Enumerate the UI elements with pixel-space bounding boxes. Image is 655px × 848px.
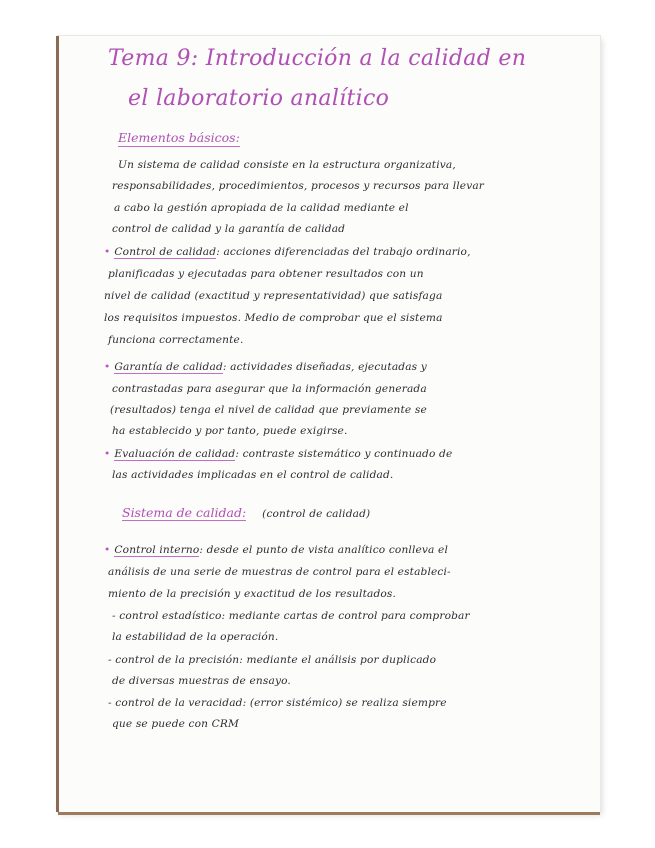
intro-line: Un sistema de calidad consiste en la estructura organizativa,: [118, 159, 456, 171]
page-title-line-2: el laboratorio analítico: [128, 86, 390, 111]
subitem-line: - control de la precisión: mediante el análisis por duplicado: [108, 654, 437, 666]
definition-line: las actividades implicadas en el control de calidad.: [112, 469, 394, 481]
bullet-item-control-calidad: [104, 247, 471, 258]
section-heading-elementos: Elementos básicos:: [118, 130, 240, 145]
bullet-icon: •: [104, 544, 111, 556]
section-heading-sistema-label: Sistema de calidad:: [122, 505, 247, 520]
definition-line: análisis de una serie de muestras de control para el estableci-: [108, 566, 451, 578]
section-heading-sistema: [122, 507, 370, 520]
page-title-line-1: Tema 9: Introducción a la calidad en: [108, 46, 527, 71]
definition-line: funciona correctamente.: [108, 334, 244, 346]
subitem-line: que se puede con CRM: [112, 718, 240, 730]
bullet-item-garantia-calidad: [104, 362, 427, 373]
bullet-icon: •: [104, 448, 111, 460]
intro-line: control de calidad y la garantía de calidad: [112, 223, 346, 235]
bullet-item-control-interno: [104, 545, 448, 556]
term-control-calidad: Control de calidad: [114, 246, 217, 258]
term-control-interno: Control interno: [114, 544, 200, 556]
definition-line: (resultados) tenga el nivel de calidad que previamente se: [110, 404, 427, 416]
subitem-line: la estabilidad de la operación.: [112, 631, 279, 643]
intro-line: a cabo la gestión apropiada de la calidad mediante el: [114, 202, 409, 214]
subitem-line: de diversas muestras de ensayo.: [112, 675, 291, 687]
definition-text: : acciones diferenciadas del trabajo ordinario,: [216, 246, 471, 258]
bullet-icon: •: [104, 361, 111, 373]
intro-line: responsabilidades, procedimientos, procesos y recursos para llevar: [112, 180, 485, 192]
subitem-line: - control estadístico: mediante cartas de control para comprobar: [112, 610, 470, 622]
term-evaluacion-calidad: Evaluación de calidad: [114, 448, 236, 460]
definition-text: : actividades diseñadas, ejecutadas y: [222, 361, 427, 373]
definition-line: ha establecido y por tanto, puede exigirse.: [112, 425, 348, 437]
definition-line: los requisitos impuestos. Medio de comprobar que el sistema: [104, 312, 443, 324]
definition-line: contrastadas para asegurar que la información generada: [112, 383, 427, 395]
section-heading-note: (control de calidad): [262, 508, 371, 520]
bullet-icon: •: [104, 246, 111, 258]
subitem-line: - control de la veracidad: (error sistémico) se realiza siempre: [108, 697, 447, 709]
bullet-item-evaluacion-calidad: [104, 449, 452, 460]
notebook-page: [58, 36, 600, 812]
definition-line: miento de la precisión y exactitud de los resultados.: [108, 588, 397, 600]
definition-text: : desde el punto de vista analítico conlleva el: [199, 544, 448, 556]
definition-line: planificadas y ejecutadas para obtener resultados con un: [108, 268, 424, 280]
definition-text: : contraste sistemático y continuado de: [235, 448, 453, 460]
definition-line: nivel de calidad (exactitud y representatividad) que satisfaga: [104, 290, 443, 302]
term-garantia-calidad: Garantía de calidad: [114, 361, 223, 373]
